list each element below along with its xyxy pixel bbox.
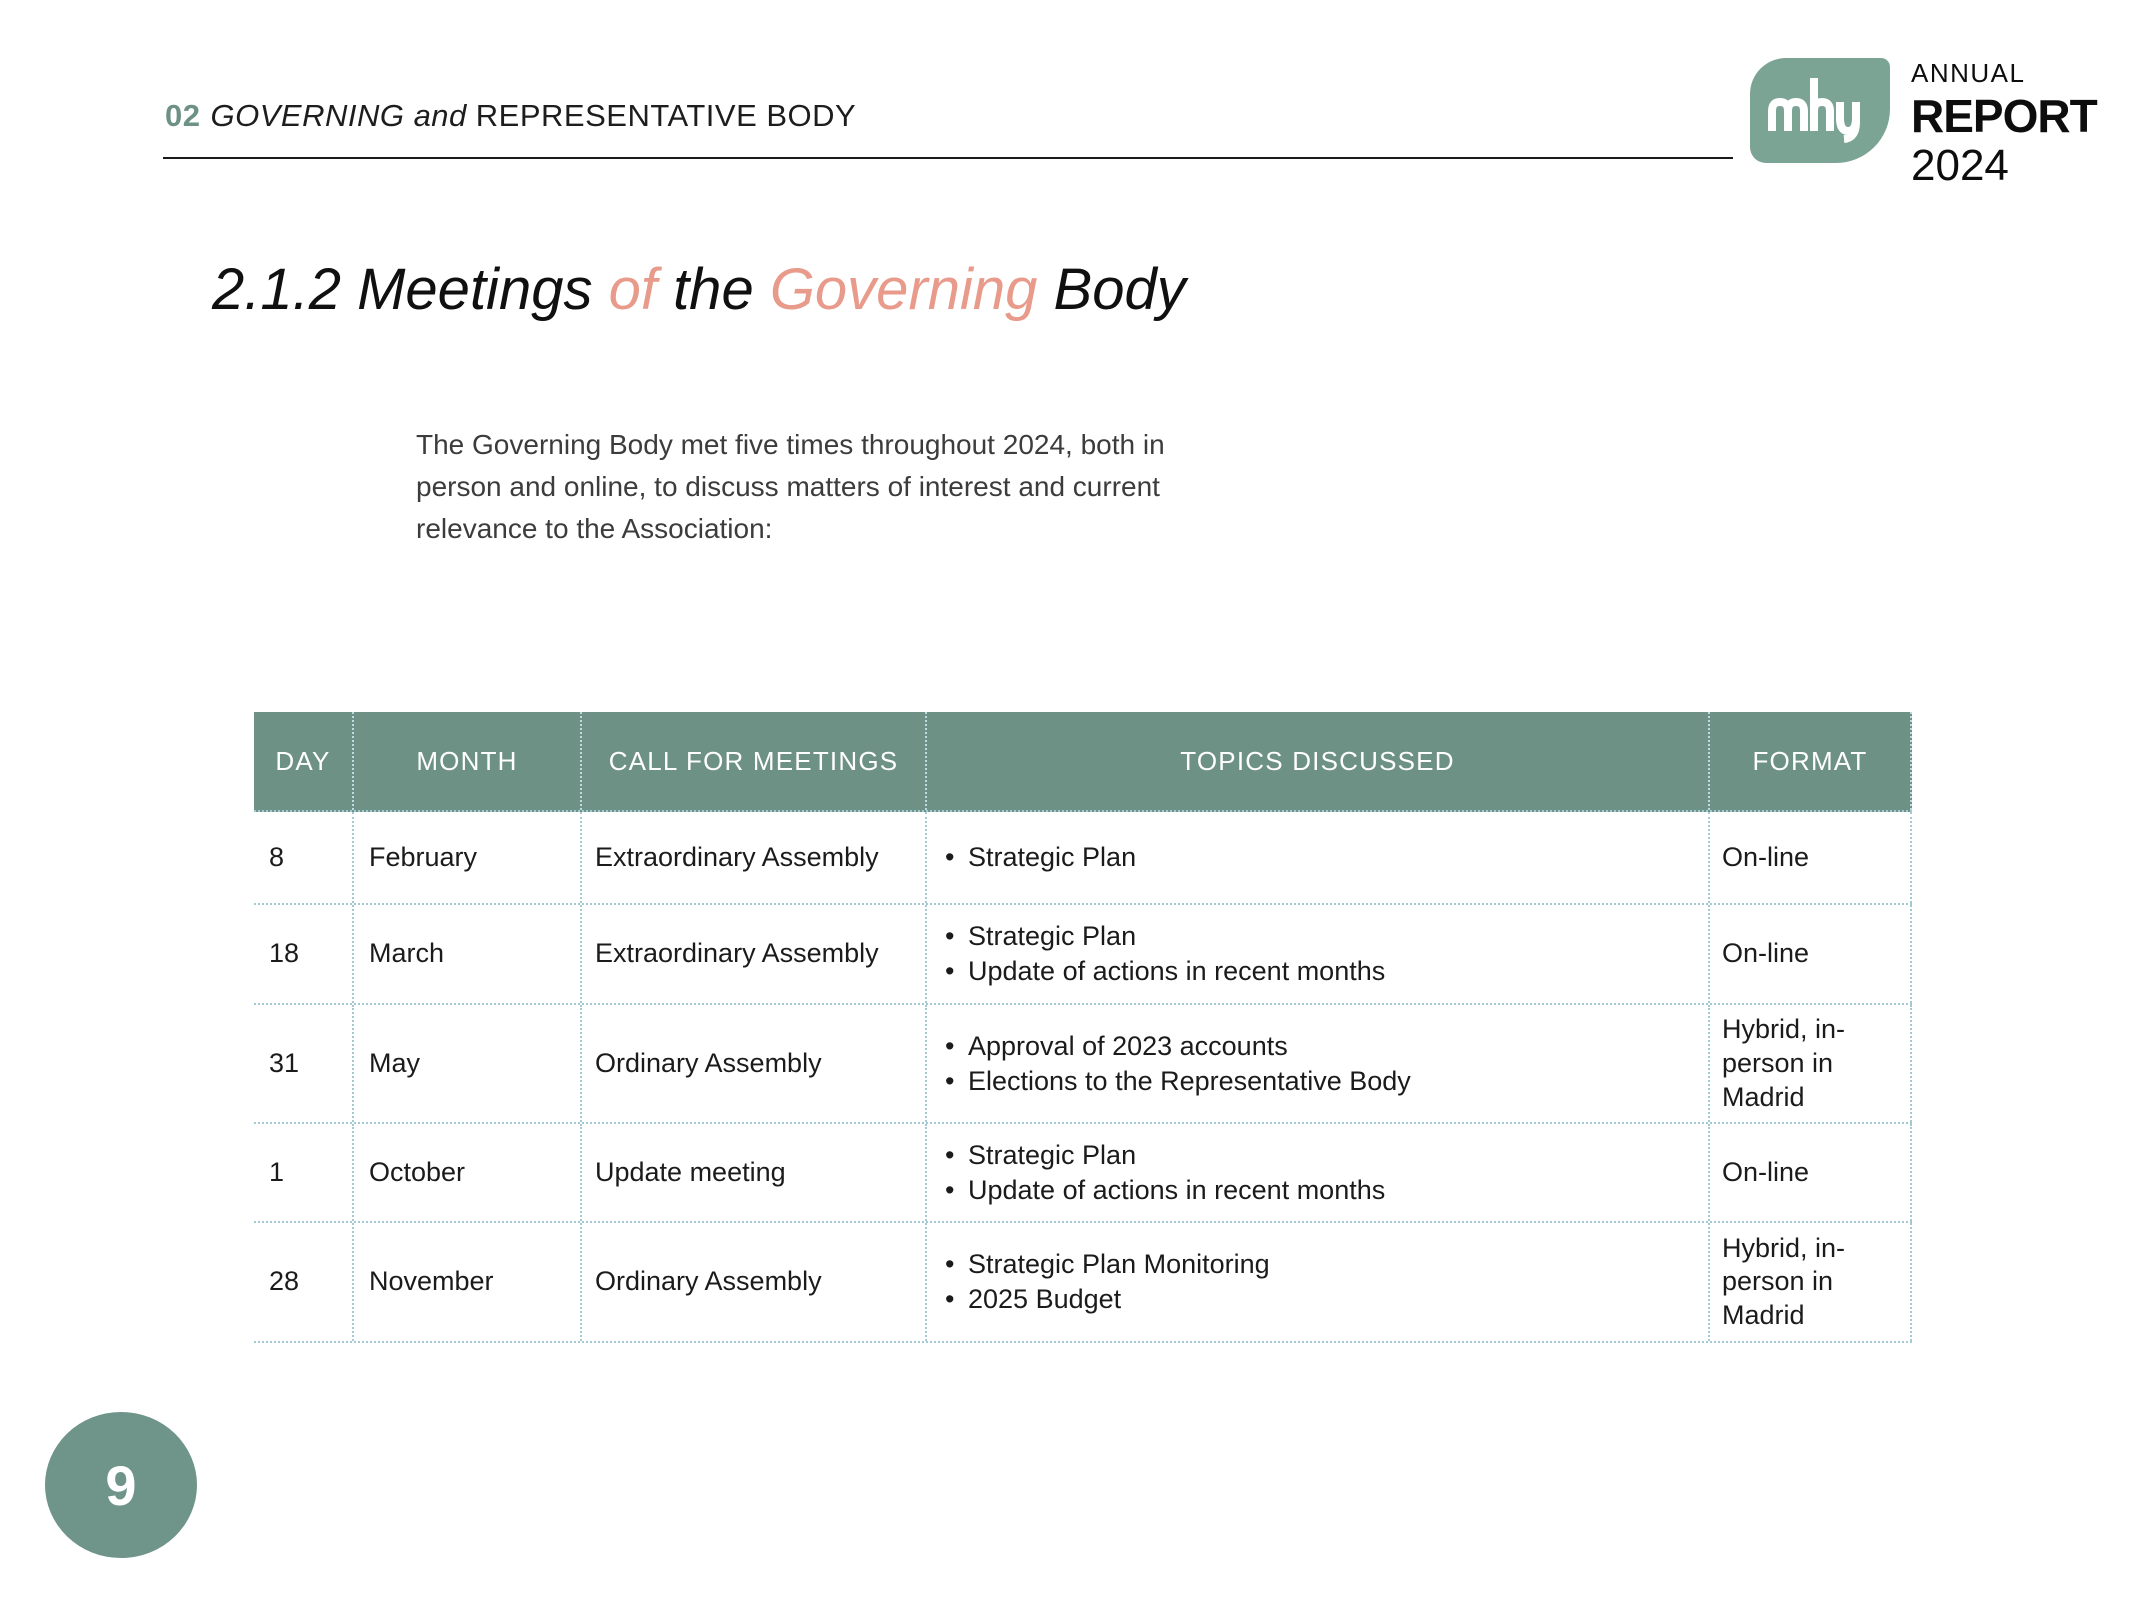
topic-item: • 2025 Budget xyxy=(938,1282,1270,1317)
header-rule xyxy=(163,157,1733,159)
cell-day: 18 xyxy=(254,905,354,1003)
title-seg: Body xyxy=(1037,257,1186,322)
page-title xyxy=(212,256,1186,323)
topics-list xyxy=(938,1138,1385,1208)
table-row xyxy=(254,1124,1912,1223)
topics-list xyxy=(938,1247,1270,1317)
meetings-table xyxy=(254,712,1912,1343)
table-row xyxy=(254,1005,1912,1124)
table-row xyxy=(254,812,1912,905)
report-wordmark xyxy=(1911,60,2097,188)
section-number: 02 xyxy=(165,98,201,133)
topics-list xyxy=(938,840,1136,875)
cell-month: March xyxy=(354,905,582,1003)
cell-topics xyxy=(927,905,1710,1003)
topic-item: • Strategic Plan xyxy=(938,1138,1385,1173)
col-header-month: MONTH xyxy=(354,712,582,810)
wordmark-report: REPORT xyxy=(1911,90,2097,142)
title-accent: Governing xyxy=(769,257,1038,322)
cell-format: On-line xyxy=(1710,1124,1912,1221)
col-header-topics: TOPICS DISCUSSED xyxy=(927,712,1710,810)
col-header-format: FORMAT xyxy=(1710,712,1912,810)
cell-month: October xyxy=(354,1124,582,1221)
topic-item: • Strategic Plan xyxy=(938,840,1136,875)
cell-call: Ordinary Assembly xyxy=(582,1005,927,1122)
cell-month: May xyxy=(354,1005,582,1122)
cell-month: November xyxy=(354,1223,582,1341)
title-seg: the xyxy=(656,257,770,322)
col-header-call: CALL FOR MEETINGS xyxy=(582,712,927,810)
table-header-row xyxy=(254,712,1912,812)
cell-month: February xyxy=(354,812,582,903)
topics-list xyxy=(938,919,1385,989)
cell-call: Extraordinary Assembly xyxy=(582,905,927,1003)
topic-item: • Update of actions in recent months xyxy=(938,1173,1385,1208)
table-row xyxy=(254,1223,1912,1343)
section-header xyxy=(165,98,856,134)
wordmark-annual: ANNUAL xyxy=(1911,58,2026,88)
cell-topics xyxy=(927,1124,1710,1221)
cell-topics xyxy=(927,812,1710,903)
cell-topics xyxy=(927,1223,1710,1341)
mhu-monogram-icon xyxy=(1750,58,1890,163)
col-header-day: DAY xyxy=(254,712,354,810)
cell-day: 31 xyxy=(254,1005,354,1122)
page-number: 9 xyxy=(105,1453,137,1517)
page-number-badge xyxy=(45,1412,197,1558)
cell-call: Extraordinary Assembly xyxy=(582,812,927,903)
wordmark-year: 2024 xyxy=(1911,141,2009,190)
topic-item: • Approval of 2023 accounts xyxy=(938,1029,1411,1064)
topic-item: • Strategic Plan Monitoring xyxy=(938,1247,1270,1282)
cell-day: 8 xyxy=(254,812,354,903)
cell-format: On-line xyxy=(1710,812,1912,903)
cell-day: 28 xyxy=(254,1223,354,1341)
mhu-logo xyxy=(1750,58,1890,163)
topic-item: • Elections to the Representative Body xyxy=(938,1064,1411,1099)
topics-list xyxy=(938,1029,1411,1099)
cell-call: Update meeting xyxy=(582,1124,927,1221)
topic-item: • Strategic Plan xyxy=(938,919,1385,954)
cell-call: Ordinary Assembly xyxy=(582,1223,927,1341)
cell-format: On-line xyxy=(1710,905,1912,1003)
title-seg: 2.1.2 Meetings xyxy=(212,257,609,322)
topic-item: • Update of actions in recent months xyxy=(938,954,1385,989)
cell-day: 1 xyxy=(254,1124,354,1221)
intro-paragraph: The Governing Body met five times throughout 2024, both in person and online, to discuss matters of interest and current relevance to the Association: xyxy=(416,429,1165,544)
cell-format: Hybrid, in-person in Madrid xyxy=(1710,1005,1912,1122)
section-title-italic: GOVERNING and xyxy=(210,98,467,133)
table-row xyxy=(254,905,1912,1005)
section-title-rest: REPRESENTATIVE BODY xyxy=(475,98,857,133)
title-accent: of xyxy=(608,257,657,322)
cell-format: Hybrid, in-person in Madrid xyxy=(1710,1223,1912,1341)
cell-topics xyxy=(927,1005,1710,1122)
